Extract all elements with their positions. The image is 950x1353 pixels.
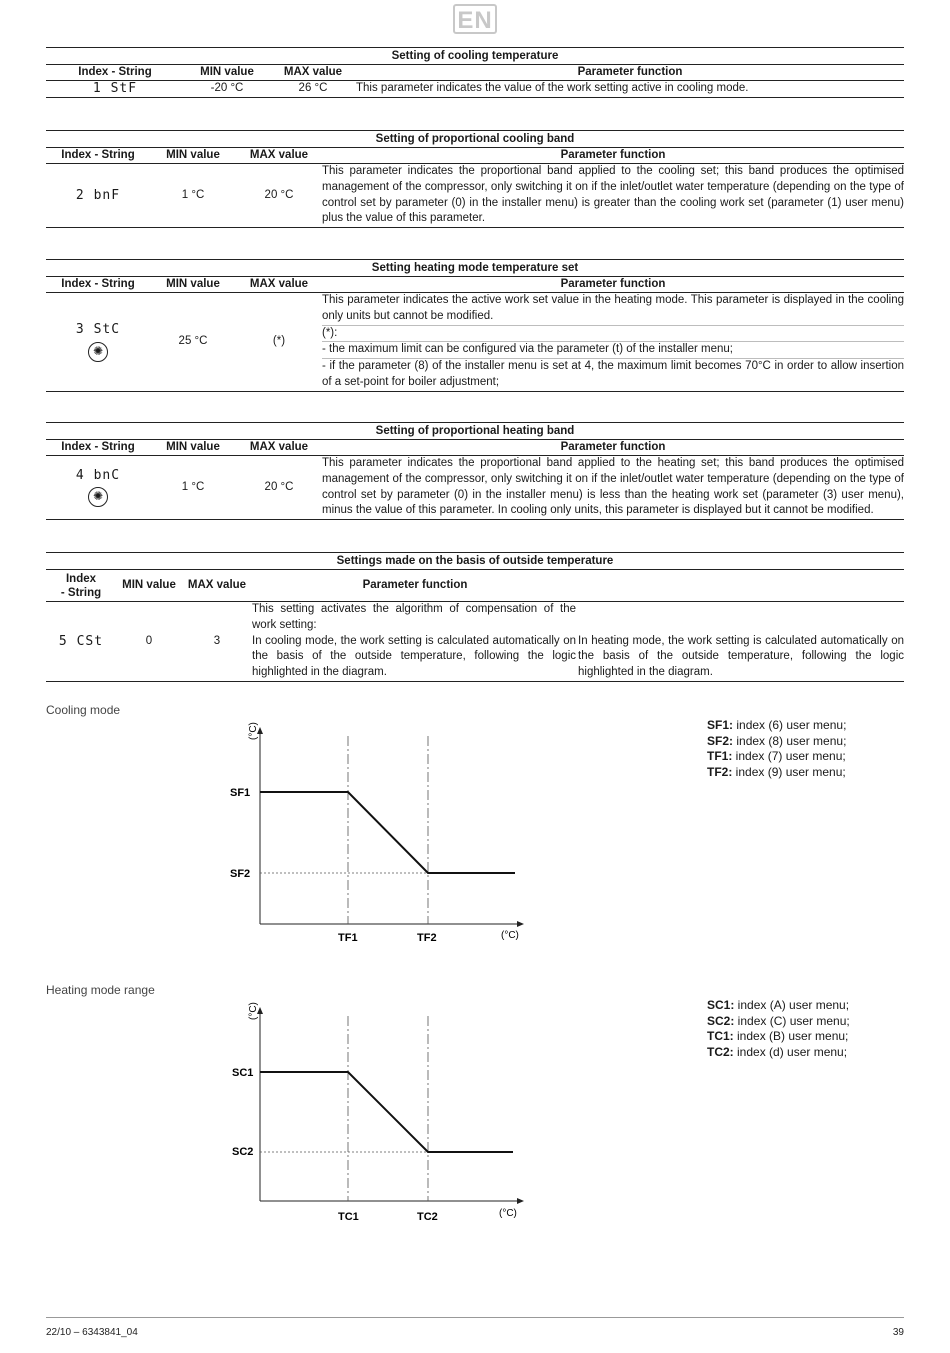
x-label-1: TC1 xyxy=(338,1211,359,1223)
min-value: 25 °C xyxy=(150,293,236,392)
y-unit: (°C) xyxy=(248,1002,259,1020)
sun-icon: ✺ xyxy=(88,487,108,507)
header-function: Parameter function xyxy=(322,440,904,456)
header-index xyxy=(46,570,116,602)
legend-text: index (6) user menu; xyxy=(733,718,847,732)
legend-text: index (d) user menu; xyxy=(733,1044,848,1059)
legend-item xyxy=(707,1029,850,1045)
parameter-code: 1 StF xyxy=(92,81,138,96)
header-max: MAX value xyxy=(236,277,322,293)
min-value: -20 °C xyxy=(210,82,244,94)
x-label-2: TC2 xyxy=(417,1211,438,1223)
section-title: Setting of cooling temperature xyxy=(46,47,904,65)
max-value: (*) xyxy=(236,293,322,392)
heating-mode-description: In heating mode, the work setting is calculated automatically on the basis of the outside temperature, following the logic highlighted in the diagram. xyxy=(578,634,904,682)
parameter-code-cell xyxy=(46,456,150,520)
cooling-diagram xyxy=(220,722,540,952)
legend-item xyxy=(707,734,846,750)
section-title: Settings made on the basis of outside temperature xyxy=(46,552,904,570)
y-unit: (°C) xyxy=(248,722,259,740)
header-max: MAX value xyxy=(270,65,356,81)
parameter-description: This setting activates the algorithm of compensation of the work setting: xyxy=(252,603,576,631)
header-index-line: Index xyxy=(65,572,97,585)
parameter-code: 3 StC xyxy=(75,321,121,337)
legend-item xyxy=(707,1045,850,1061)
max-value: 20 °C xyxy=(264,480,294,493)
header-min: MIN value xyxy=(184,65,270,81)
parameter-description: This parameter indicates the value of the work setting active in cooling mode. xyxy=(356,82,749,94)
legend-key: TF2: xyxy=(707,764,733,779)
legend-text: index (9) user menu; xyxy=(732,764,846,779)
section-title: Setting of proportional cooling band xyxy=(46,130,904,148)
legend-key: TC2: xyxy=(707,1044,734,1059)
min-value: 0 xyxy=(116,602,182,682)
parameter-description: This parameter indicates the proportional band applied to the cooling set; this band produces the optimised management of the compressor, only switching it on if the inlet/outlet water temperature (depending on the type of control set by parameter (0) in the installer menu) is greater than the cooling work set (parameter (1) user menu) plus the value of this parameter. xyxy=(322,165,904,225)
header-min: MIN value xyxy=(150,440,236,456)
document-code: 22/10 – 6343841_04 xyxy=(46,1327,138,1338)
legend-key: SF2: xyxy=(707,733,734,748)
parameter-table xyxy=(46,65,904,98)
legend-item xyxy=(707,998,850,1014)
y-label-high: SC1 xyxy=(232,1067,254,1079)
header-index: Index - String xyxy=(46,148,150,164)
parameter-table xyxy=(46,440,904,520)
setpoint-curve xyxy=(260,1072,513,1152)
header-function: Parameter function xyxy=(252,570,578,602)
parameter-code-cell xyxy=(46,293,150,392)
parameter-code: 4 bnC xyxy=(75,467,121,483)
x-label-2: TF2 xyxy=(417,932,437,944)
header-min: MIN value xyxy=(150,277,236,293)
header-blank xyxy=(578,570,904,602)
page-number: 39 xyxy=(892,1327,904,1338)
legend-text: index (8) user menu; xyxy=(733,733,847,748)
parameter-code: 5 CSt xyxy=(46,602,116,682)
cooling-mode-description: In cooling mode, the work setting is calculated automatically on the basis of the outside temperature, following the logic highlighted in the diagram. xyxy=(252,634,578,682)
heating-diagram xyxy=(220,1002,540,1232)
legend-key: TC1: xyxy=(707,1029,734,1044)
section-title: Setting heating mode temperature set xyxy=(46,259,904,277)
header-function: Parameter function xyxy=(322,277,904,293)
header-function: Parameter function xyxy=(322,148,904,164)
parameter-description: This parameter indicates the proportional band applied to the heating set; this band produces the optimised management of the compressor, only switching it on if the inlet/outlet water temperature (depending on the type of control set by parameter (0) in the installer menu) is less than the heating work set (parameter (3) user menu), minus the value of this parameter. In cooling only units, this parameter is displayed but it cannot be modified. xyxy=(322,457,904,517)
min-value: 1 °C xyxy=(181,480,205,493)
parameter-description: This parameter indicates the active work set value in the heating mode. This parameter is displayed in the cooling only units but cannot be modified. xyxy=(322,294,904,322)
x-unit: (°C) xyxy=(501,930,519,941)
y-label-low: SF2 xyxy=(230,868,251,880)
heating-legend xyxy=(707,998,850,1060)
legend-text: index (A) user menu; xyxy=(734,998,850,1012)
legend-text: index (C) user menu; xyxy=(734,1013,850,1028)
note-marker: (*): xyxy=(322,325,904,342)
section-title: Setting of proportional heating band xyxy=(46,422,904,440)
section-outside-temperature xyxy=(46,552,904,682)
header-min: MIN value xyxy=(150,148,236,164)
legend-key: SC1: xyxy=(707,998,735,1012)
footer-rule xyxy=(46,1317,904,1318)
heating-caption: Heating mode range xyxy=(46,983,155,997)
x-unit: (°C) xyxy=(499,1208,517,1219)
header-function: Parameter function xyxy=(356,65,904,81)
min-value: 1 °C xyxy=(181,188,205,201)
note-line: - if the parameter (8) of the installer menu is set at 4, the maximum limit becomes 70°C in order to allow insertion of a set-point for boiler adjustment; xyxy=(322,359,904,392)
cooling-legend xyxy=(707,718,846,780)
y-label-low: SC2 xyxy=(232,1146,254,1158)
legend-key: SF1: xyxy=(707,718,734,732)
x-label-1: TF1 xyxy=(338,932,358,944)
language-badge: EN xyxy=(453,4,497,34)
max-value: 26 °C xyxy=(298,82,328,94)
legend-item xyxy=(707,749,846,765)
section-heating-set xyxy=(46,259,904,392)
parameter-table xyxy=(46,277,904,392)
parameter-table xyxy=(46,570,904,682)
legend-text: index (7) user menu; xyxy=(732,749,846,764)
parameter-table xyxy=(46,148,904,228)
section-heating-band xyxy=(46,422,904,520)
legend-item xyxy=(707,718,846,734)
header-index-line: - String xyxy=(60,586,102,599)
header-index: Index - String xyxy=(46,440,150,456)
legend-item xyxy=(707,1014,850,1030)
section-cooling-temperature xyxy=(46,47,904,98)
legend-text: index (B) user menu; xyxy=(733,1029,849,1044)
cooling-caption: Cooling mode xyxy=(46,703,121,717)
header-max: MAX value xyxy=(236,148,322,164)
sun-icon: ✺ xyxy=(88,342,108,362)
note-line: - the maximum limit can be configured via the parameter (t) of the installer menu; xyxy=(322,342,904,359)
parameter-code: 2 bnF xyxy=(75,187,121,203)
header-index: Index - String xyxy=(46,277,150,293)
header-max: MAX value xyxy=(182,570,252,602)
section-cooling-band xyxy=(46,130,904,228)
setpoint-curve xyxy=(260,792,515,873)
max-value: 3 xyxy=(182,602,252,682)
legend-key: SC2: xyxy=(707,1013,735,1028)
header-max: MAX value xyxy=(236,440,322,456)
y-label-high: SF1 xyxy=(230,787,251,799)
max-value: 20 °C xyxy=(264,188,294,201)
header-min: MIN value xyxy=(116,570,182,602)
legend-key: TF1: xyxy=(707,749,733,764)
legend-item xyxy=(707,765,846,781)
header-index: Index - String xyxy=(46,65,184,81)
